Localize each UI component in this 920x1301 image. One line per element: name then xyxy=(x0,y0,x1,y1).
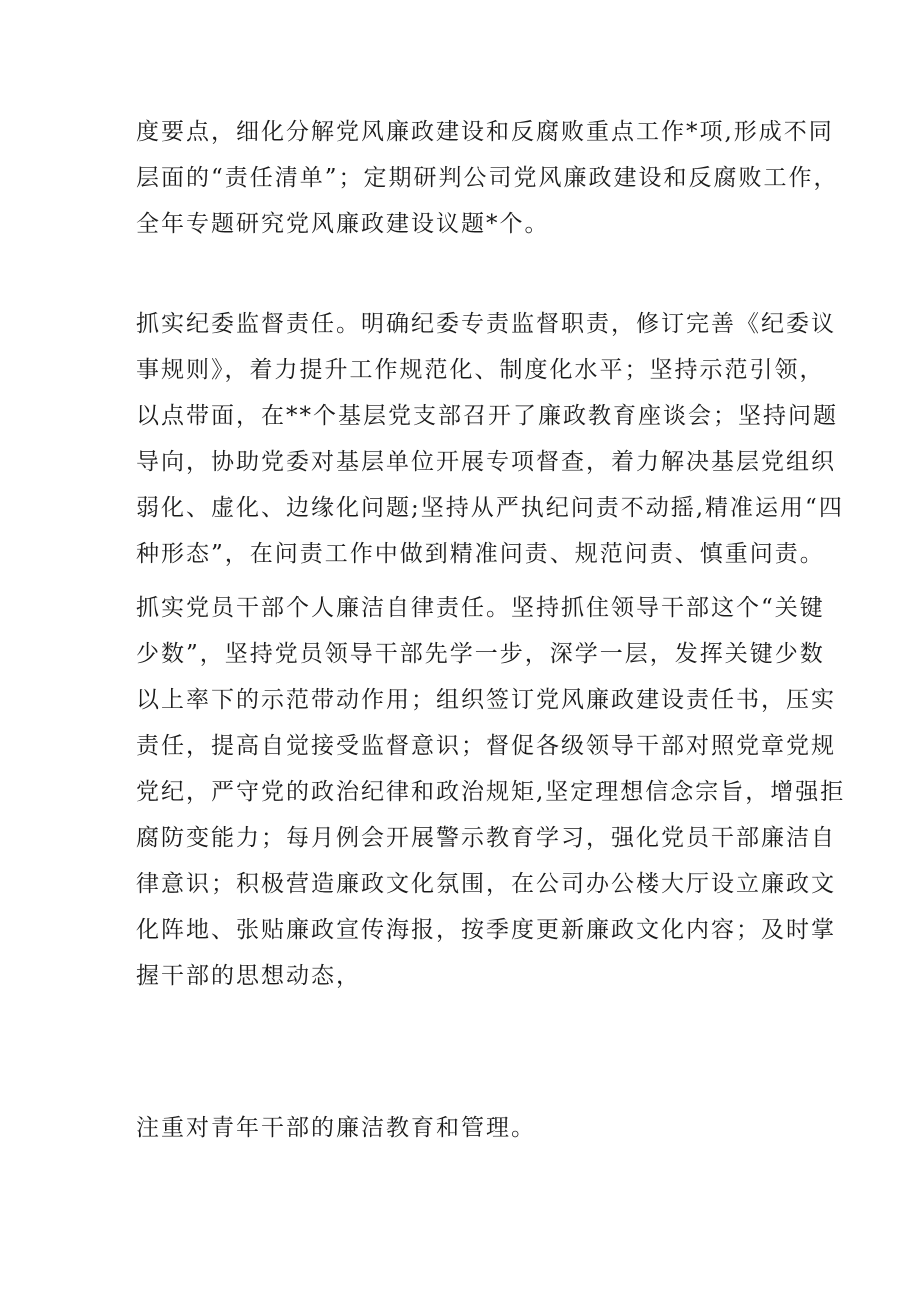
text-line: 全年专题研究党风廉政建设议题*个。 xyxy=(136,211,550,237)
text-line: 化阵地、张贴廉政宣传海报，按季度更新廉政文化内容；及时掌 xyxy=(136,917,836,943)
text-line: 抓实纪委监督责任。明确纪委专责监督职责，修订完善《纪委议 xyxy=(136,311,836,337)
paragraph-self-discipline xyxy=(136,585,846,999)
text-line: 层面的“责任清单”；定期研判公司党风廉政建设和反腐败工作， xyxy=(136,165,839,191)
text-line: 律意识；积极营造廉政文化氛围，在公司办公楼大厅设立廉政文 xyxy=(136,871,836,897)
text-line: 种形态”，在问责工作中做到精准问责、规范问责、慎重问责。 xyxy=(136,541,825,567)
paragraph-work-plan xyxy=(136,109,839,247)
text-line: 导向，协助党委对基层单位开展专项督查，着力解决基层党组织 xyxy=(136,449,836,475)
text-line: 以上率下的示范带动作用；组织签订党风廉政建设责任书，压实 xyxy=(136,687,836,713)
text-line: 腐防变能力；每月例会开展警示教育学习，强化党员干部廉洁自 xyxy=(136,825,836,851)
text-line: 握干部的思想动态， xyxy=(136,963,361,989)
paragraph-youth-education xyxy=(136,1105,796,1151)
text-line: 弱化、虚化、边缘化问题;坚持从严执纪问责不动摇,精准运用“四 xyxy=(136,495,844,521)
text-line: 责任，提高自觉接受监督意识；督促各级领导干部对照党章党规 xyxy=(136,733,836,759)
text-line: 以点带面，在**个基层党支部召开了廉政教育座谈会；坚持问题 xyxy=(136,403,838,429)
paragraph-discipline-supervision xyxy=(136,301,844,577)
text-line: 抓实党员干部个人廉洁自律责任。坚持抓住领导干部这个“关键 xyxy=(136,595,825,621)
text-line: 事规则》，着力提升工作规范化、制度化水平；坚持示范引领， xyxy=(136,357,825,383)
text-line: 度要点，细化分解党风廉政建设和反腐败重点工作*项,形成不同 xyxy=(136,119,834,145)
text-line: 少数”，坚持党员领导干部先学一步，深学一层，发挥关键少数 xyxy=(136,641,825,667)
text-line: 党纪，严守党的政治纪律和政治规矩,坚定理想信念宗旨，增强拒 xyxy=(136,779,846,805)
text-line: 注重对青年干部的廉洁教育和管理。 xyxy=(136,1115,536,1141)
